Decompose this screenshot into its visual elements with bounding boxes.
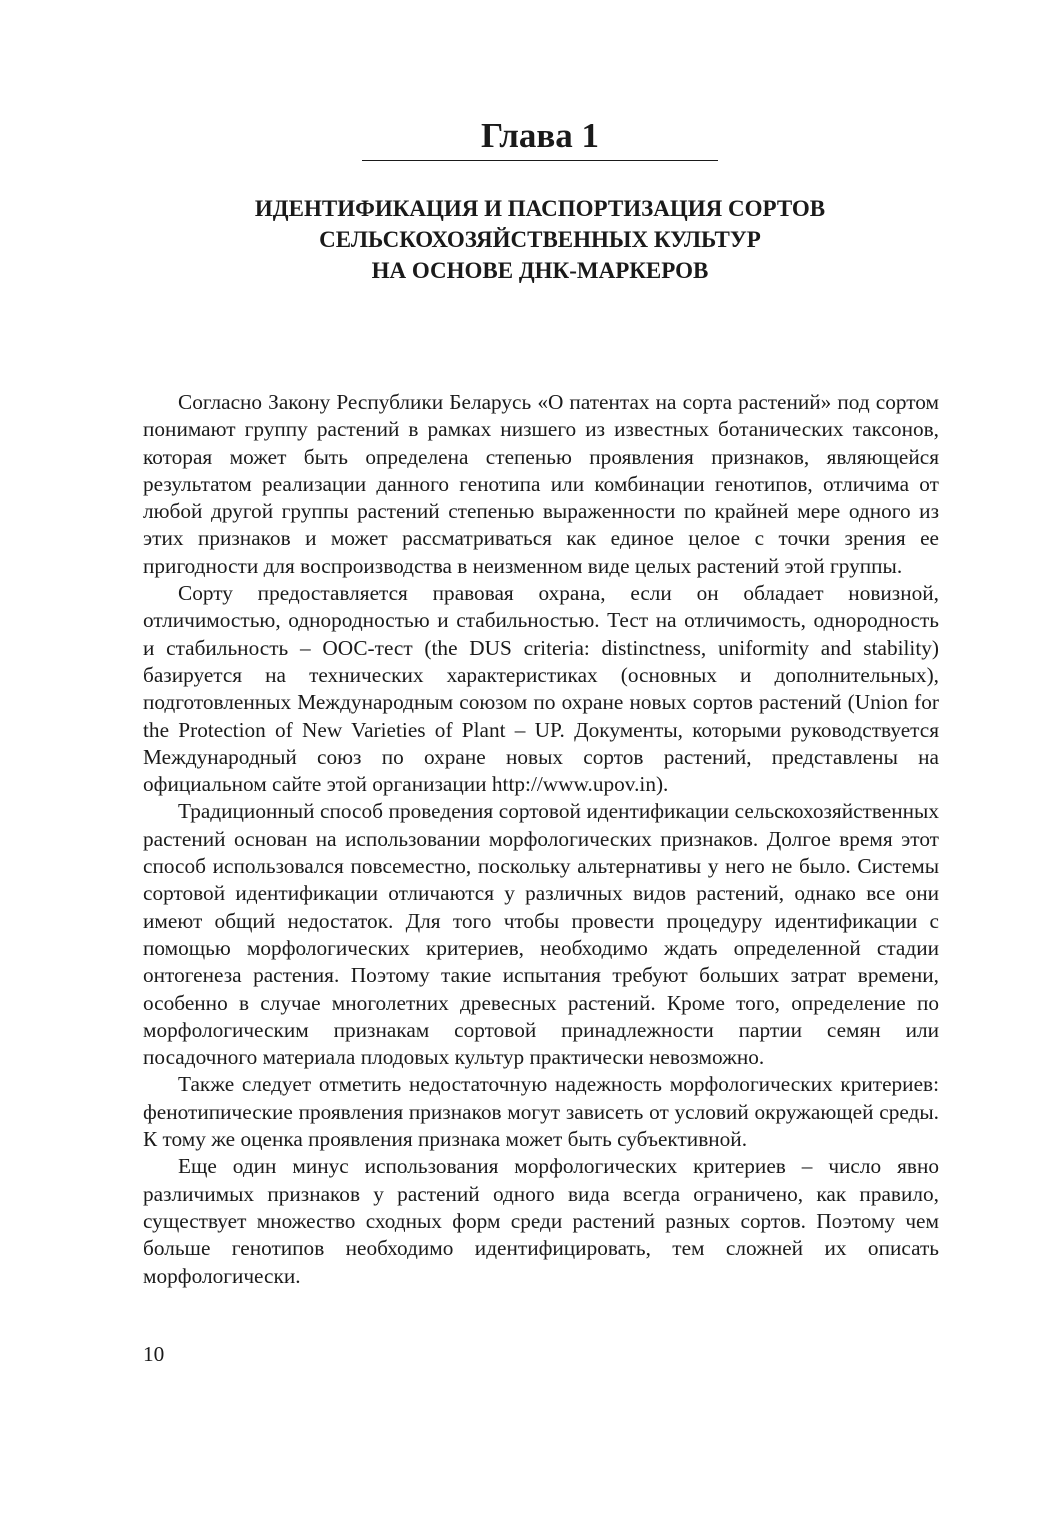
body-text — [143, 389, 939, 1290]
paragraph: Согласно Закону Республики Беларусь «О патентах на сорта растений» под сортом понимают группу растений в рамках низшего из известных ботанических таксонов, которая может быть определена степенью проявления признаков, являющейся результатом реализации данного генотипа или комбинации генотипов, отличима от любой другой группы растений степенью выраженности по крайней мере одного из этих признаков и может рассматриваться как единое целое с точки зрения ее пригодности для воспроизводства в неизменном виде целых растений этой группы. — [143, 390, 939, 578]
chapter-heading — [0, 193, 1058, 286]
chapter-title-rule — [362, 160, 718, 161]
paragraph: Сорту предоставляется правовая охрана, если он обладает новизной, отличимостью, однородностью и стабильностью. Тест на отличимость, однородность и стабильность – ООС-тест (the DUS criteria: distinctness, uniformity and stability) базируется на технических характеристиках (основных и дополнительных), подготовленных Международным союзом по охране новых сортов растений (Union for the Protection of New Varieties of Plant – UP. Документы, которыми руководствуется Международный союз по охране новых сортов растений, представлены на официальном сайте этой организации http://www.upov.in). — [143, 581, 939, 797]
chapter-heading-line: ИДЕНТИФИКАЦИЯ И ПАСПОРТИЗАЦИЯ СОРТОВ — [254, 196, 826, 221]
chapter-heading-line: СЕЛЬСКОХОЗЯЙСТВЕННЫХ КУЛЬТУР — [319, 227, 761, 252]
chapter-title: Глава 1 — [480, 116, 600, 155]
paragraph: Еще один минус использования морфологических критериев – число явно различимых признаков у растений одного вида всегда ограничено, как правило, существует множество сходных форм среди растений разных сортов. Поэтому чем больше генотипов необходимо идентифицировать, тем сложней их описать морфологически. — [143, 1154, 939, 1288]
chapter-heading-line: НА ОСНОВЕ ДНК-МАРКЕРОВ — [371, 258, 709, 283]
paragraph: Традиционный способ проведения сортовой идентификации сельскохозяйственных растений основан на использовании морфологических признаков. Долгое время этот способ использовался повсеместно, поскольку альтернативы у него не было. Системы сортовой идентификации отличаются у различных видов растений, однако все они имеют общий недостаток. Для того чтобы провести процедуру идентификации с помощью морфологических критериев, необходимо ждать определенной стадии онтогенеза растения. Поэтому такие испытания требуют больших затрат времени, особенно в случае многолетних древесных растений. Кроме того, определение по морфологическим признакам сортовой принадлежности партии семян или посадочного материала плодовых культур практически невозможно. — [143, 799, 939, 1070]
page-number: 10 — [143, 1342, 165, 1366]
paragraph: Также следует отметить недостаточную надежность морфологических критериев: фенотипические проявления признаков могут зависеть от условий окружающей среды. К тому же оценка проявления признака может быть субъективной. — [143, 1072, 939, 1152]
